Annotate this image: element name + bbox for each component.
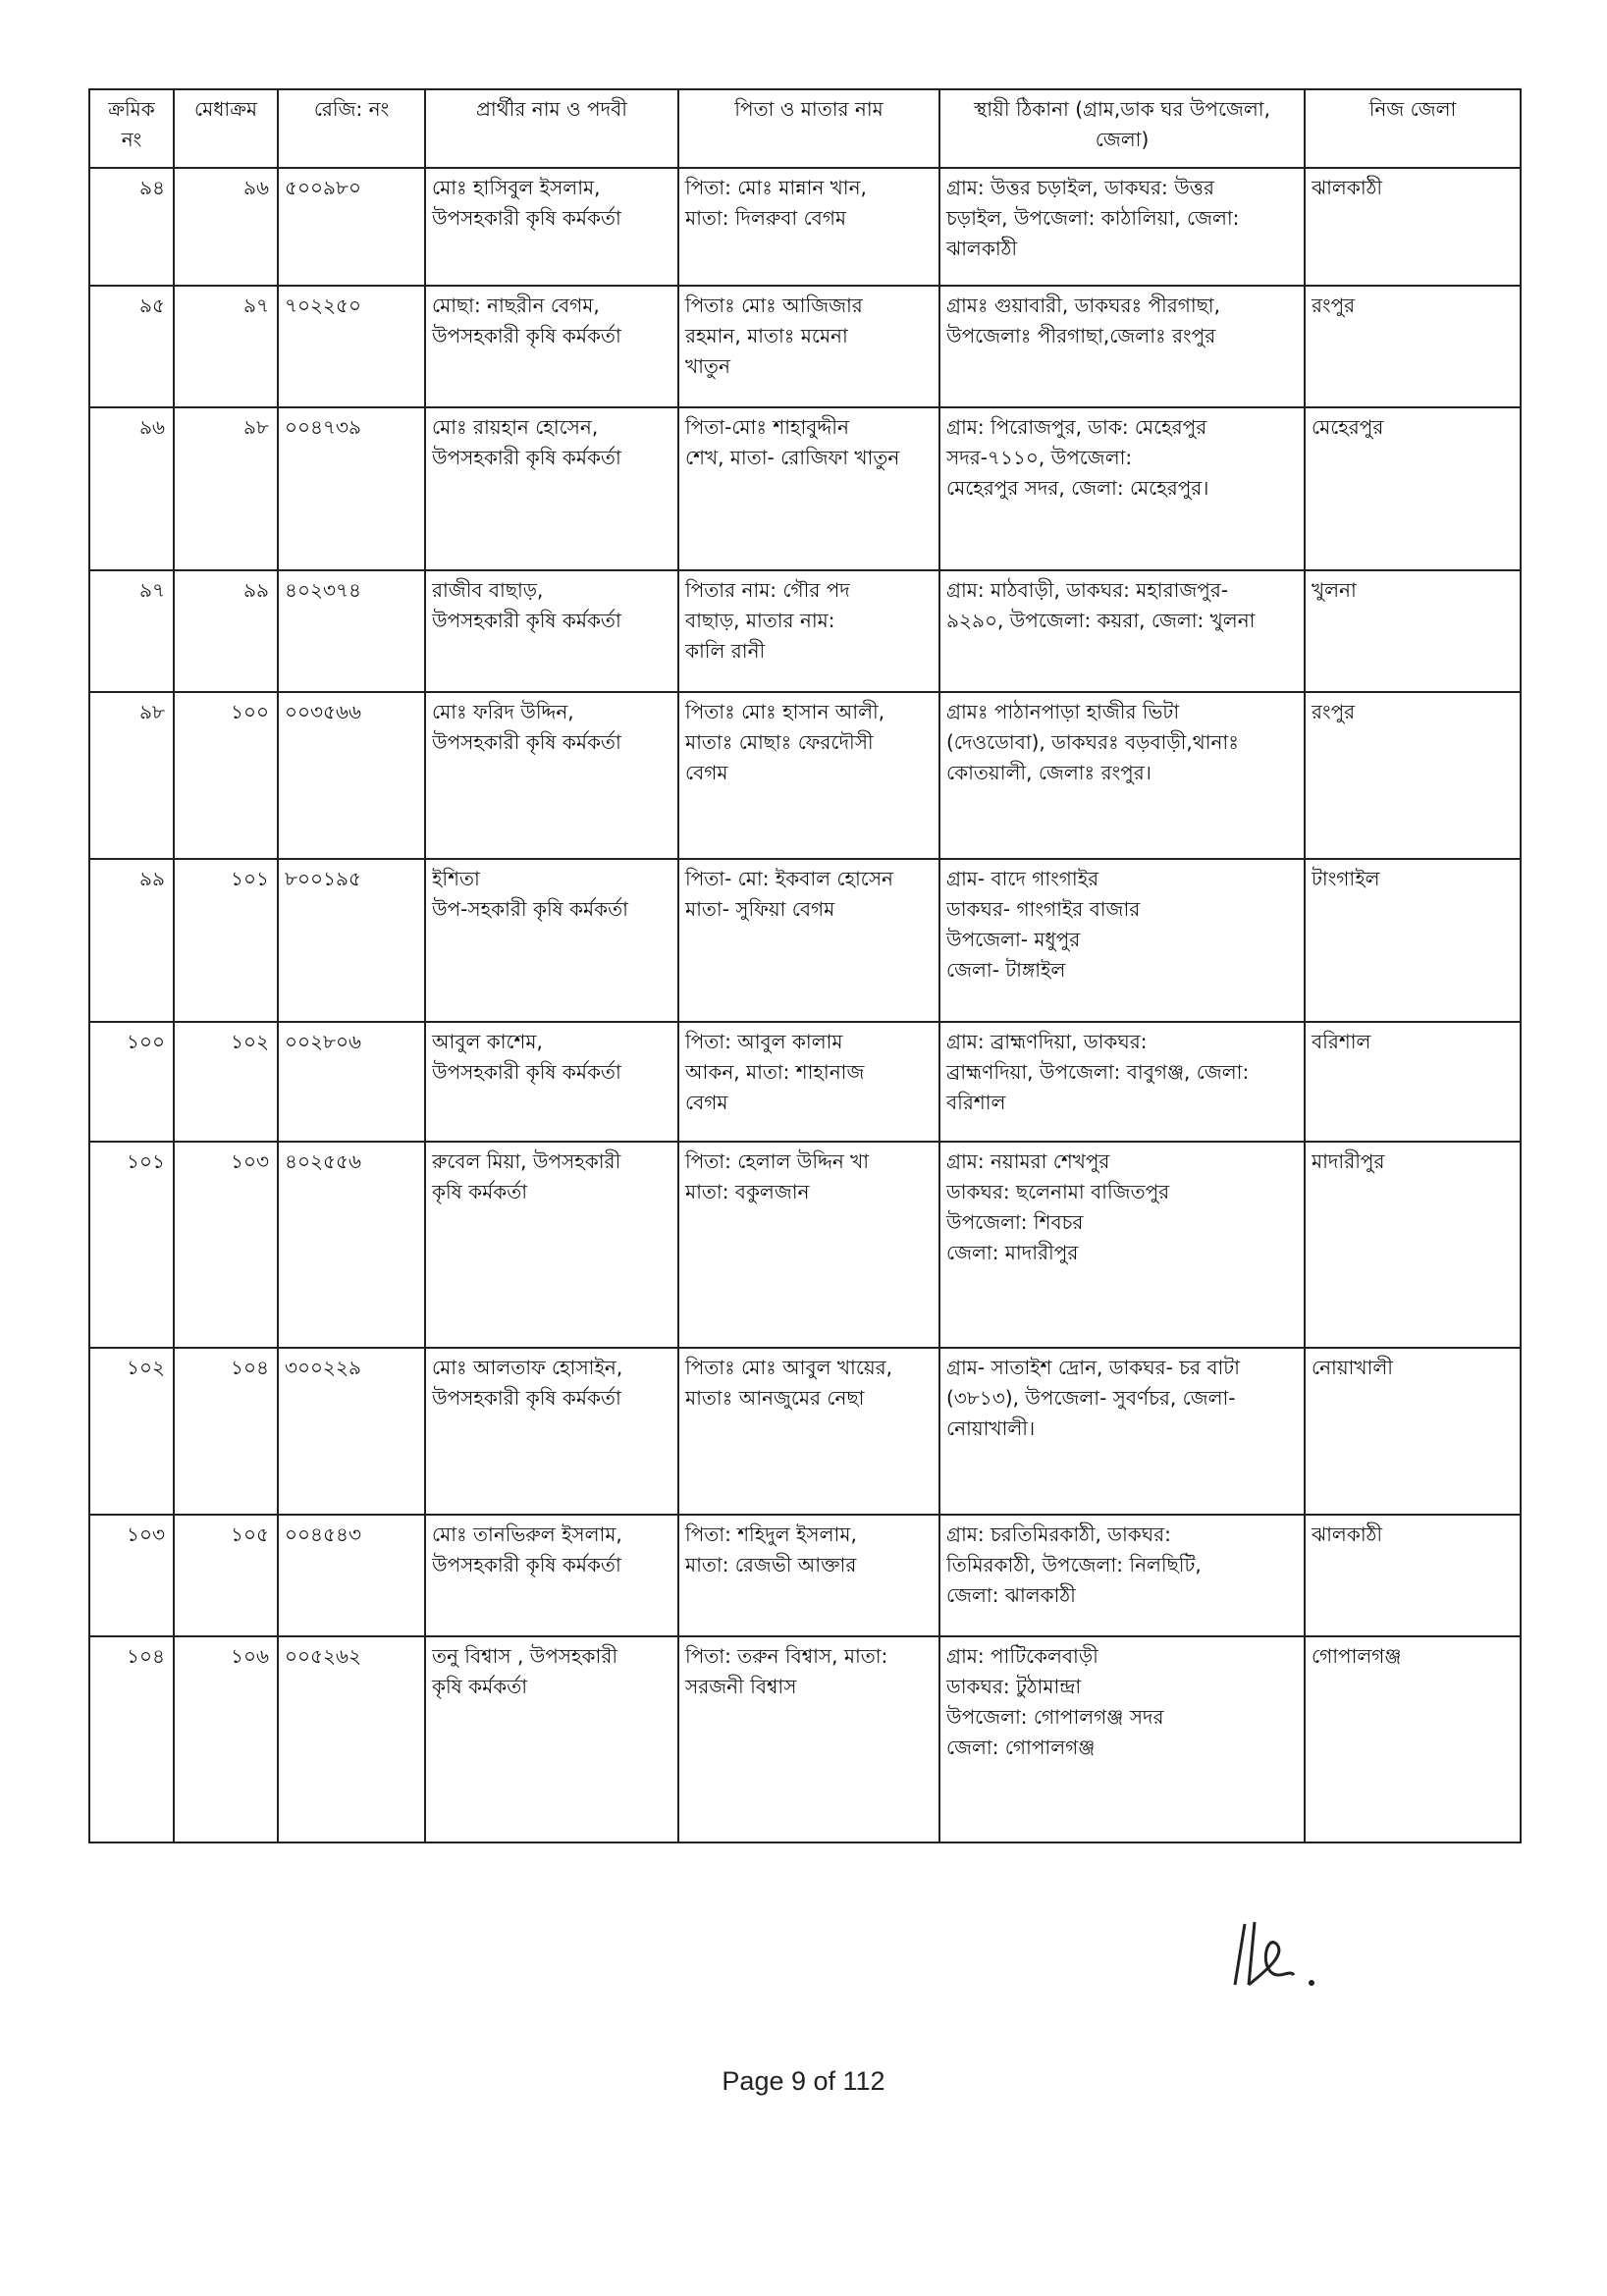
header-address: স্থায়ী ঠিকানা (গ্রাম,ডাক ঘর উপজেলা, জেলা)	[939, 89, 1305, 168]
cell-address: গ্রাম: পাটিকেলবাড়ী ডাকঘর: টুঠামান্দ্রা উপজেলা: গোপালগঞ্জ সদর জেলা: গোপালগঞ্জ	[939, 1636, 1305, 1842]
cell-address: গ্রামঃ পাঠানপাড়া হাজীর ভিটা (দেওডোবা), ডাকঘরঃ বড়বাড়ী,থানাঃ কোতয়ালী, জেলাঃ রংপুর।	[939, 692, 1305, 859]
cell-name: মোছা: নাছরীন বেগম, উপসহকারী কৃষি কর্মকর্তা	[425, 286, 678, 407]
header-reg: রেজি: নং	[278, 89, 425, 168]
cell-serial: ১০৪	[89, 1636, 174, 1842]
cell-parents: পিতা: শহিদুল ইসলাম, মাতা: রেজভী আক্তার	[678, 1515, 939, 1636]
cell-name: মোঃ তানভিরুল ইসলাম, উপসহকারী কৃষি কর্মকর্তা	[425, 1515, 678, 1636]
cell-address: গ্রাম: উত্তর চড়াইল, ডাকঘর: উত্তর চড়াইল, উপজেলা: কাঠালিয়া, জেলা: ঝালকাঠী	[939, 168, 1305, 286]
cell-name: তনু বিশ্বাস , উপসহকারী কৃষি কর্মকর্তা	[425, 1636, 678, 1842]
cell-address: গ্রাম: নয়ামরা শেখপুর ডাকঘর: ছলেনামা বাজিতপুর উপজেলা: শিবচর জেলা: মাদারীপুর	[939, 1142, 1305, 1348]
cell-merit: ১০০	[174, 692, 278, 859]
table-row	[89, 168, 1521, 286]
cell-name: মোঃ রায়হান হোসেন, উপসহকারী কৃষি কর্মকর্তা	[425, 407, 678, 570]
cell-merit: ১০৪	[174, 1348, 278, 1515]
cell-district: রংপুর	[1305, 692, 1521, 859]
cell-name: মোঃ আলতাফ হোসাইন, উপসহকারী কৃষি কর্মকর্তা	[425, 1348, 678, 1515]
cell-merit: ১০৩	[174, 1142, 278, 1348]
cell-address: গ্রাম- সাতাইশ দ্রোন, ডাকঘর- চর বাটা (৩৮১৩), উপজেলা- সুবর্ণচর, জেলা- নোয়াখালী।	[939, 1348, 1305, 1515]
cell-merit: ৯৮	[174, 407, 278, 570]
cell-name: রাজীব বাছাড়, উপসহকারী কৃষি কর্মকর্তা	[425, 570, 678, 692]
cell-parents: পিতা-মোঃ শাহাবুদ্দীন শেখ, মাতা- রোজিফা খাতুন	[678, 407, 939, 570]
cell-address: গ্রাম: মাঠবাড়ী, ডাকঘর: মহারাজপুর- ৯২৯০, উপজেলা: কয়রা, জেলা: খুলনা	[939, 570, 1305, 692]
cell-reg: ০০৪৭৩৯	[278, 407, 425, 570]
cell-serial: ৯৬	[89, 407, 174, 570]
cell-reg: ০০৩৫৬৬	[278, 692, 425, 859]
cell-name: মোঃ হাসিবুল ইসলাম, উপসহকারী কৃষি কর্মকর্তা	[425, 168, 678, 286]
header-serial: ক্রমিক নং	[89, 89, 174, 168]
cell-reg: ০০৪৫৪৩	[278, 1515, 425, 1636]
cell-name: মোঃ ফরিদ উদ্দিন, উপসহকারী কৃষি কর্মকর্তা	[425, 692, 678, 859]
cell-serial: ৯৮	[89, 692, 174, 859]
cell-serial: ১০১	[89, 1142, 174, 1348]
cell-parents: পিতাঃ মোঃ আজিজার রহমান, মাতাঃ মমেনা খাতুন	[678, 286, 939, 407]
cell-reg: ৪০২৩৭৪	[278, 570, 425, 692]
table-row	[89, 859, 1521, 1022]
cell-address: গ্রাম- বাদে গাংগাইর ডাকঘর- গাংগাইর বাজার উপজেলা- মধুপুর জেলা- টাঙ্গাইল	[939, 859, 1305, 1022]
cell-district: খুলনা	[1305, 570, 1521, 692]
cell-reg: ৮০০১৯৫	[278, 859, 425, 1022]
cell-district: ঝালকাঠী	[1305, 1515, 1521, 1636]
cell-parents: পিতাঃ মোঃ আবুল খায়ের, মাতাঃ আনজুমের নেছা	[678, 1348, 939, 1515]
cell-reg: ৫০০৯৮০	[278, 168, 425, 286]
cell-parents: পিতা: আবুল কালাম আকন, মাতা: শাহানাজ বেগম	[678, 1022, 939, 1142]
cell-name: আবুল কাশেম, উপসহকারী কৃষি কর্মকর্তা	[425, 1022, 678, 1142]
table-row	[89, 1515, 1521, 1636]
signature-mark	[1215, 1914, 1323, 1993]
cell-merit: ১০২	[174, 1022, 278, 1142]
cell-serial: ৯৭	[89, 570, 174, 692]
cell-serial: ১০০	[89, 1022, 174, 1142]
table-row	[89, 407, 1521, 570]
cell-parents: পিতা- মো: ইকবাল হোসেন মাতা- সুফিয়া বেগম	[678, 859, 939, 1022]
table-row	[89, 286, 1521, 407]
cell-district: মেহেরপুর	[1305, 407, 1521, 570]
cell-name: ইশিতা উপ-সহকারী কৃষি কর্মকর্তা	[425, 859, 678, 1022]
table-row	[89, 692, 1521, 859]
header-merit: মেধাক্রম	[174, 89, 278, 168]
cell-reg: ০০২৮০৬	[278, 1022, 425, 1142]
cell-address: গ্রাম: পিরোজপুর, ডাক: মেহেরপুর সদর-৭১১০, উপজেলা: মেহেরপুর সদর, জেলা: মেহেরপুর।	[939, 407, 1305, 570]
table-row	[89, 570, 1521, 692]
cell-merit: ১০৬	[174, 1636, 278, 1842]
cell-name: রুবেল মিয়া, উপসহকারী কৃষি কর্মকর্তা	[425, 1142, 678, 1348]
cell-district: মাদারীপুর	[1305, 1142, 1521, 1348]
cell-reg: ৩০০২২৯	[278, 1348, 425, 1515]
cell-merit: ৯৯	[174, 570, 278, 692]
cell-merit: ১০৫	[174, 1515, 278, 1636]
cell-parents: পিতা: মোঃ মান্নান খান, মাতা: দিলরুবা বেগম	[678, 168, 939, 286]
cell-serial: ১০২	[89, 1348, 174, 1515]
cell-merit: ৯৭	[174, 286, 278, 407]
cell-merit: ৯৬	[174, 168, 278, 286]
header-parents: পিতা ও মাতার নাম	[678, 89, 939, 168]
cell-address: গ্রাম: চরতিমিরকাঠী, ডাকঘর: তিমিরকাঠী, উপজেলা: নিলছিটি, জেলা: ঝালকাঠী	[939, 1515, 1305, 1636]
cell-address: গ্রামঃ গুয়াবারী, ডাকঘরঃ পীরগাছা, উপজেলাঃ পীরগাছা,জেলাঃ রংপুর	[939, 286, 1305, 407]
cell-parents: পিতা: হেলাল উদ্দিন খা মাতা: বকুলজান	[678, 1142, 939, 1348]
cell-district: টাংগাইল	[1305, 859, 1521, 1022]
cell-serial: ৯৫	[89, 286, 174, 407]
header-district: নিজ জেলা	[1305, 89, 1521, 168]
table-row	[89, 1348, 1521, 1515]
cell-serial: ৯৪	[89, 168, 174, 286]
cell-parents: পিতাঃ মোঃ হাসান আলী, মাতাঃ মোছাঃ ফেরদৌসী বেগম	[678, 692, 939, 859]
cell-reg: ৪০২৫৫৬	[278, 1142, 425, 1348]
table-row	[89, 1142, 1521, 1348]
cell-parents: পিতার নাম: গৌর পদ বাছাড়, মাতার নাম: কালি রানী	[678, 570, 939, 692]
table-row	[89, 1636, 1521, 1842]
header-name: প্রার্থীর নাম ও পদবী	[425, 89, 678, 168]
cell-district: গোপালগঞ্জ	[1305, 1636, 1521, 1842]
cell-parents: পিতা: তরুন বিশ্বাস, মাতা: সরজনী বিশ্বাস	[678, 1636, 939, 1842]
cell-merit: ১০১	[174, 859, 278, 1022]
table-header-row	[89, 89, 1521, 168]
candidate-table	[88, 88, 1522, 1843]
cell-serial: ১০৩	[89, 1515, 174, 1636]
cell-district: ঝালকাঠী	[1305, 168, 1521, 286]
cell-serial: ৯৯	[89, 859, 174, 1022]
page-number: Page 9 of 112	[722, 2066, 885, 2096]
cell-reg: ৭০২২৫০	[278, 286, 425, 407]
cell-district: নোয়াখালী	[1305, 1348, 1521, 1515]
cell-reg: ০০৫২৬২	[278, 1636, 425, 1842]
cell-address: গ্রাম: ব্রাহ্মণদিয়া, ডাকঘর: ব্রাহ্মণদিয়া, উপজেলা: বাবুগঞ্জ, জেলা: বরিশাল	[939, 1022, 1305, 1142]
cell-district: বরিশাল	[1305, 1022, 1521, 1142]
cell-district: রংপুর	[1305, 286, 1521, 407]
table-row	[89, 1022, 1521, 1142]
